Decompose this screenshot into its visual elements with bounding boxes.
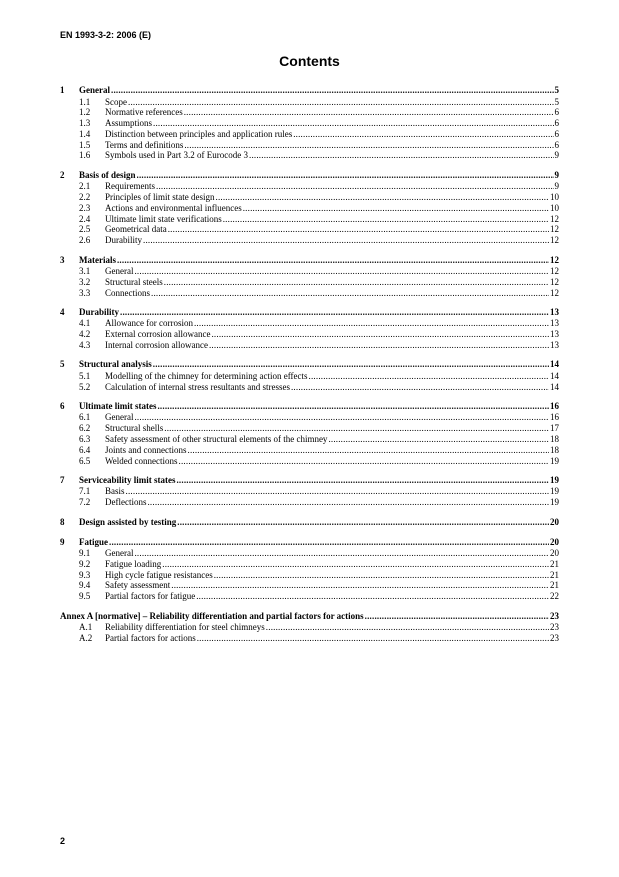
- toc-entry-title: Joints and connections: [105, 444, 187, 455]
- toc-section: [60, 169, 559, 246]
- toc-entry-title: External corrosion allowance: [105, 329, 211, 340]
- toc-entry-number: 6.5: [79, 455, 91, 466]
- dot-leader: [216, 192, 550, 203]
- dot-leader: [197, 633, 549, 644]
- dot-leader: [134, 548, 549, 559]
- toc-entry-number: 9.1: [79, 548, 91, 559]
- dot-leader: [291, 382, 549, 393]
- toc-entry-number: 6.3: [79, 434, 91, 445]
- toc-entry-page: 10: [550, 192, 559, 203]
- dot-leader: [109, 536, 549, 549]
- toc-entry-title: General: [105, 548, 134, 559]
- toc-entry-number: 2.2: [79, 192, 91, 203]
- toc-entry-page: 6: [554, 107, 559, 118]
- dot-leader: [328, 434, 549, 445]
- dot-leader: [147, 497, 549, 508]
- toc-entry-title: Basis of design: [79, 169, 136, 180]
- toc-section: [60, 516, 559, 529]
- toc-entry-page: 6: [554, 118, 559, 129]
- toc-entry-number: 9.4: [79, 580, 91, 591]
- toc-entry-sub[interactable]: [60, 412, 559, 423]
- toc-entry-page: 12: [550, 213, 559, 224]
- toc-entry-number: 5: [60, 359, 65, 370]
- toc-entry-page: 20: [550, 516, 559, 527]
- toc-entry-sub[interactable]: [60, 118, 559, 129]
- toc-entry-title: Principles of limit state design: [105, 192, 215, 203]
- dot-leader: [134, 266, 549, 277]
- toc-entry-sub[interactable]: [60, 129, 559, 140]
- toc-entry-sub[interactable]: [60, 633, 559, 644]
- toc-entry-number: 2.1: [79, 181, 91, 192]
- toc-entry-sub[interactable]: [60, 224, 559, 235]
- toc-entry-page: 9: [554, 181, 559, 192]
- dot-leader: [214, 570, 549, 581]
- toc-entry-page: 23: [550, 610, 559, 621]
- toc-entry-title: Fatigue loading: [105, 558, 162, 569]
- dot-leader: [177, 516, 549, 529]
- toc-entry-sub[interactable]: [60, 329, 559, 340]
- toc-entry-page: 6: [554, 139, 559, 150]
- toc-entry-number: 9.2: [79, 558, 91, 569]
- toc-entry-sub[interactable]: [60, 150, 559, 161]
- toc-entry-number: 3.2: [79, 276, 91, 287]
- toc-entry-sub[interactable]: [60, 277, 559, 288]
- toc-section: [60, 306, 559, 351]
- toc-entry-sub[interactable]: [60, 181, 559, 192]
- toc-entry-page: 19: [550, 497, 559, 508]
- toc-entry-page: 16: [550, 412, 559, 423]
- toc-entry-number: 6.1: [79, 412, 91, 423]
- toc-entry-sub[interactable]: [60, 559, 559, 570]
- toc-entry-number: 6: [60, 400, 65, 411]
- toc-section: [60, 474, 559, 508]
- dot-leader: [153, 118, 553, 129]
- toc-entry-title: Calculation of internal stress resultants and stresses: [105, 381, 290, 392]
- dot-leader: [223, 214, 549, 225]
- toc-entry-page: 18: [550, 444, 559, 455]
- dot-leader: [194, 318, 549, 329]
- toc-entry-number: A.1: [79, 622, 93, 632]
- toc-entry-page: 20: [550, 548, 559, 559]
- toc-entry-sub[interactable]: [60, 192, 559, 203]
- toc-entry-page: 12: [550, 254, 559, 265]
- toc-entry-number: 6.4: [79, 444, 91, 455]
- toc-entry-number: 1.2: [79, 107, 91, 118]
- dot-leader: [164, 277, 549, 288]
- toc-entry-number: 7.1: [79, 486, 91, 497]
- toc-entry-number: 2.5: [79, 224, 91, 235]
- toc-section: [60, 84, 559, 161]
- toc-entry-sub[interactable]: [60, 434, 559, 445]
- dot-leader: [211, 329, 549, 340]
- page-title: Contents: [279, 53, 340, 69]
- toc-entry-number: 3.1: [79, 266, 91, 277]
- toc-entry-title: Ultimate limit states: [79, 400, 157, 411]
- toc-entry-sub[interactable]: [60, 214, 559, 225]
- toc-entry-page: 23: [550, 632, 559, 643]
- table-of-contents: [60, 84, 559, 651]
- toc-entry-number: 7: [60, 474, 65, 485]
- dot-leader: [151, 288, 549, 299]
- dot-leader: [209, 340, 549, 351]
- dot-leader: [120, 306, 549, 319]
- toc-entry-page: 9: [554, 169, 559, 180]
- toc-entry-page: 18: [550, 434, 559, 445]
- toc-entry-sub[interactable]: [60, 97, 559, 108]
- dot-leader: [153, 358, 549, 371]
- toc-entry-title: Safety assessment: [105, 580, 171, 591]
- toc-entry-number: 4.1: [79, 318, 91, 329]
- toc-entry-number: 6.2: [79, 423, 91, 434]
- toc-entry-page: 13: [550, 318, 559, 329]
- dot-leader: [134, 412, 549, 423]
- toc-entry-number: 4: [60, 306, 65, 317]
- toc-entry-title: Structural analysis: [79, 359, 152, 370]
- dot-leader: [157, 400, 549, 413]
- toc-entry-page: 12: [550, 276, 559, 287]
- toc-entry-number: 1: [60, 85, 65, 95]
- toc-entry-title: Structural steels: [105, 276, 163, 287]
- toc-entry-number: 9.5: [79, 591, 91, 602]
- page-number: 2: [60, 836, 66, 846]
- toc-entry-main[interactable]: [60, 536, 559, 549]
- dot-leader: [137, 169, 554, 182]
- toc-entry-page: 14: [550, 359, 559, 370]
- toc-entry-sub[interactable]: [60, 591, 559, 602]
- toc-entry-sub[interactable]: [60, 486, 559, 497]
- toc-entry-sub[interactable]: [60, 423, 559, 434]
- toc-entry-title: Distinction between principles and application rules: [105, 128, 293, 139]
- dot-leader: [179, 456, 549, 467]
- toc-entry-number: 2: [60, 169, 65, 180]
- toc-entry-page: 13: [550, 306, 559, 317]
- dot-leader: [168, 224, 549, 235]
- dot-leader: [128, 97, 554, 108]
- toc-entry-sub[interactable]: [60, 580, 559, 591]
- dot-leader: [164, 423, 549, 434]
- toc-entry-page: 19: [550, 474, 559, 485]
- toc-entry-title: Structural shells: [105, 423, 164, 434]
- toc-entry-sub[interactable]: [60, 140, 559, 151]
- toc-entry-sub[interactable]: [60, 340, 559, 351]
- toc-entry-title: Safety assessment of other structural elements of the chimney: [105, 434, 328, 445]
- toc-entry-title: Partial factors for actions: [105, 632, 196, 643]
- toc-section: [60, 400, 559, 466]
- toc-entry-number: 1.4: [79, 128, 91, 139]
- toc-entry-page: 14: [550, 381, 559, 392]
- toc-entry-title: General: [105, 266, 134, 277]
- toc-entry-title: High cycle fatigue resistances: [105, 569, 213, 580]
- toc-entry-title: Serviceability limit states: [79, 474, 176, 485]
- toc-entry-page: 10: [550, 202, 559, 213]
- toc-entry-title: Basis: [105, 486, 125, 497]
- toc-entry-title: Annex A [normative] – Reliability differentiation and partial factors for actions: [60, 610, 364, 621]
- toc-entry-number: 1.6: [79, 150, 91, 161]
- toc-entry-title: Durability: [105, 235, 142, 246]
- toc-entry-sub[interactable]: [60, 445, 559, 456]
- toc-entry-number: 2.3: [79, 202, 91, 213]
- dot-leader: [196, 591, 549, 602]
- toc-entry-title: Reliability differentiation for steel chimneys: [105, 622, 265, 632]
- toc-entry-title: Design assisted by testing: [79, 516, 177, 527]
- toc-entry-sub[interactable]: [60, 371, 559, 382]
- toc-entry-main[interactable]: [60, 358, 559, 371]
- toc-entry-number: 3: [60, 254, 65, 265]
- toc-entry-page: 5: [554, 96, 559, 107]
- toc-entry-main[interactable]: [60, 610, 559, 623]
- toc-entry-sub[interactable]: [60, 456, 559, 467]
- toc-entry-number: 9.3: [79, 569, 91, 580]
- toc-entry-page: 20: [550, 536, 559, 547]
- toc-entry-sub[interactable]: [60, 266, 559, 277]
- toc-entry-title: Geometrical data: [105, 224, 167, 235]
- toc-entry-sub[interactable]: [60, 570, 559, 581]
- toc-entry-number: 1.5: [79, 139, 91, 150]
- toc-entry-number: 9: [60, 536, 65, 547]
- dot-leader: [143, 235, 549, 246]
- toc-entry-page: 12: [550, 287, 559, 298]
- dot-leader: [309, 371, 549, 382]
- toc-entry-page: 22: [550, 591, 559, 602]
- toc-entry-title: Actions and environmental influences: [105, 202, 242, 213]
- dot-leader: [111, 84, 554, 97]
- toc-entry-title: Allowance for corrosion: [105, 318, 193, 329]
- toc-entry-page: 16: [550, 400, 559, 411]
- toc-entry-page: 13: [550, 340, 559, 351]
- toc-entry-sub[interactable]: [60, 107, 559, 118]
- toc-entry-title: Internal corrosion allowance: [105, 340, 208, 351]
- toc-entry-number: 3.3: [79, 287, 91, 298]
- toc-entry-page: 9: [554, 150, 559, 161]
- toc-entry-sub[interactable]: [60, 235, 559, 246]
- toc-entry-page: 12: [550, 235, 559, 246]
- dot-leader: [156, 181, 554, 192]
- toc-entry-title: Symbols used in Part 3.2 of Eurocode 3: [105, 150, 248, 161]
- toc-entry-title: Normative references: [105, 107, 183, 118]
- toc-entry-title: Materials: [79, 254, 116, 265]
- dot-leader: [188, 445, 550, 456]
- toc-entry-page: 14: [550, 370, 559, 381]
- toc-entry-number: 4.2: [79, 329, 91, 340]
- toc-entry-title: Connections: [105, 287, 150, 298]
- toc-entry-sub[interactable]: [60, 288, 559, 299]
- toc-entry-page: 21: [550, 580, 559, 591]
- document-id: EN 1993-3-2: 2006 (E): [60, 30, 152, 40]
- toc-section: [60, 536, 559, 602]
- toc-entry-number: 7.2: [79, 497, 91, 508]
- dot-leader: [293, 129, 553, 140]
- toc-entry-title: General: [79, 85, 110, 95]
- toc-entry-page: 12: [550, 266, 559, 277]
- toc-entry-page: 13: [550, 329, 559, 340]
- toc-entry-title: Durability: [79, 306, 120, 317]
- toc-entry-page: 12: [550, 224, 559, 235]
- toc-entry-title: Terms and definitions: [105, 139, 184, 150]
- toc-entry-sub[interactable]: [60, 497, 559, 508]
- toc-entry-main[interactable]: [60, 306, 559, 319]
- toc-entry-title: Assumptions: [105, 118, 153, 129]
- toc-entry-sub[interactable]: [60, 382, 559, 393]
- toc-entry-number: 1.1: [79, 96, 91, 107]
- dot-leader: [176, 474, 549, 487]
- dot-leader: [249, 150, 554, 161]
- toc-entry-number: 2.6: [79, 235, 91, 246]
- toc-entry-page: 23: [550, 622, 559, 632]
- toc-entry-title: Deflections: [105, 497, 147, 508]
- toc-entry-title: Scope: [105, 96, 127, 107]
- toc-entry-number: 8: [60, 516, 65, 527]
- toc-entry-title: Requirements: [105, 181, 155, 192]
- dot-leader: [171, 580, 549, 591]
- toc-entry-page: 17: [550, 423, 559, 434]
- toc-entry-main[interactable]: [60, 516, 559, 529]
- toc-entry-number: 4.3: [79, 340, 91, 351]
- toc-entry-main[interactable]: [60, 474, 559, 487]
- toc-entry-main[interactable]: [60, 400, 559, 413]
- toc-entry-page: 21: [550, 569, 559, 580]
- toc-entry-page: 19: [550, 455, 559, 466]
- toc-entry-page: 19: [550, 486, 559, 497]
- toc-section: [60, 610, 559, 644]
- toc-entry-title: Modelling of the chimney for determining action effects: [105, 370, 308, 381]
- toc-entry-number: 2.4: [79, 213, 91, 224]
- toc-entry-number: 1.3: [79, 118, 91, 129]
- toc-entry-page: 6: [554, 128, 559, 139]
- toc-entry-number: 5.1: [79, 370, 91, 381]
- toc-entry-title: Ultimate limit state verifications: [105, 213, 222, 224]
- toc-entry-main[interactable]: [60, 254, 559, 267]
- toc-entry-number: 5.2: [79, 381, 91, 392]
- dot-leader: [243, 203, 549, 214]
- toc-entry-sub[interactable]: [60, 318, 559, 329]
- toc-entry-main[interactable]: [60, 169, 559, 182]
- toc-entry-main[interactable]: [60, 84, 559, 97]
- toc-entry-sub[interactable]: [60, 622, 559, 633]
- toc-entry-page: 5: [554, 85, 559, 95]
- toc-entry-title: Fatigue: [79, 536, 108, 547]
- toc-entry-sub[interactable]: [60, 548, 559, 559]
- toc-section: [60, 254, 559, 299]
- toc-section: [60, 358, 559, 392]
- toc-entry-number: A.2: [79, 632, 93, 643]
- toc-entry-title: Welded connections: [105, 455, 178, 466]
- toc-entry-title: General: [105, 412, 134, 423]
- dot-leader: [126, 486, 549, 497]
- dot-leader: [365, 610, 549, 623]
- dot-leader: [184, 107, 554, 118]
- toc-entry-title: Partial factors for fatigue: [105, 591, 196, 602]
- toc-entry-sub[interactable]: [60, 203, 559, 214]
- dot-leader: [162, 559, 549, 570]
- dot-leader: [266, 622, 549, 633]
- dot-leader: [184, 140, 553, 151]
- toc-entry-page: 21: [550, 558, 559, 569]
- dot-leader: [117, 254, 549, 267]
